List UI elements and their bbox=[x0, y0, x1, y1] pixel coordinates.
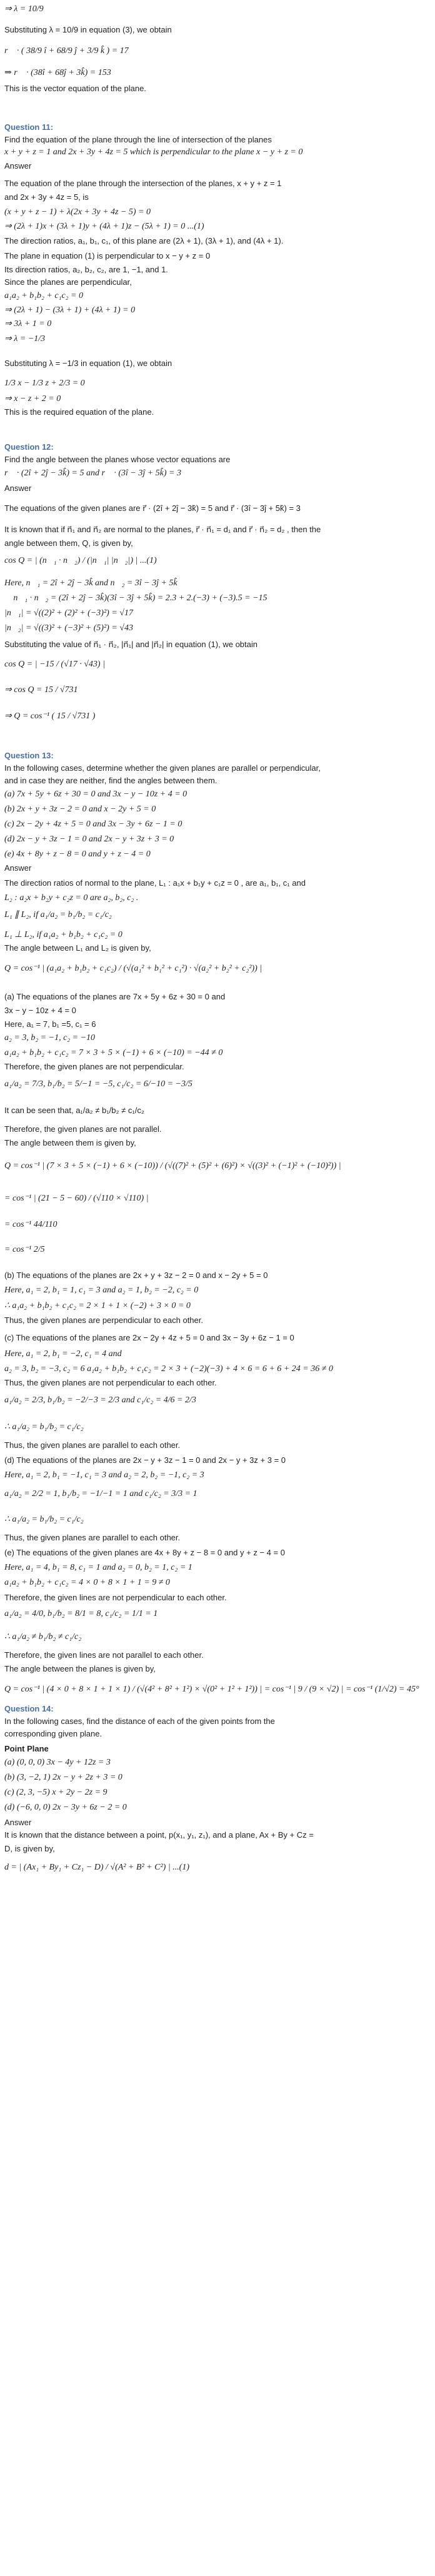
math-line: = cos⁻¹ 2/5 bbox=[4, 1245, 45, 1254]
math-line: (b) (3, −2, 1) 2x − y + 2z + 3 = 0 bbox=[4, 1773, 122, 1782]
text-line: angle between them, Q, is given by, bbox=[4, 538, 133, 548]
math-line: a₁a₂ + b₁b₂ + c₁c₂ = 0 bbox=[4, 291, 83, 300]
text-line: Substituting λ = −1/3 in equation (1), we obtain bbox=[4, 359, 172, 368]
text-line: It can be seen that, a₁/a₂ ≠ b₁/b₂ ≠ c₁/c₂ bbox=[4, 1106, 144, 1115]
text-line: Since the planes are perpendicular, bbox=[4, 277, 132, 287]
math-line: ⇒ λ = 10/9 bbox=[4, 4, 44, 14]
text-line: Answer bbox=[4, 161, 32, 171]
text-line: corresponding given plane. bbox=[4, 1729, 102, 1738]
math-line: (d) 2x − y + 3z − 1 = 0 and 2x − y + 3z + 3 = 0 bbox=[4, 835, 174, 844]
math-line: ⇒ x − z + 2 = 0 bbox=[4, 394, 61, 404]
math-line: a₁/a₂ = 7/3, b₁/b₂ = 5/−1 = −5, c₁/c₂ = 6/−10 = −3/5 bbox=[4, 1079, 192, 1089]
math-line: x + y + z = 1 and 2x + 3y + 4z = 5 which is perpendicular to the plane x − y + z = 0 bbox=[4, 147, 303, 157]
text-line: (b) The equations of the planes are 2x + y + 3z − 2 = 0 and x − 2y + 5 = 0 bbox=[4, 1271, 268, 1280]
text-line: In the following cases, determine whether the given planes are parallel or perpendicular, bbox=[4, 763, 321, 773]
math-line: Q = cos⁻¹ | (7 × 3 + 5 × (−1) + 6 × (−10)) / (√((7)² + (5)² + (6)²) × √((3)² + (−1)² + (−10)²)) | bbox=[4, 1161, 341, 1171]
text-line: Thus, the given planes are perpendicular to each other. bbox=[4, 1315, 203, 1325]
text-line: (e) The equations of the given planes are 4x + 8y + z − 8 = 0 and y + z − 4 = 0 bbox=[4, 1548, 285, 1557]
math-line: a₁a₂ + b₁b₂ + c₁c₂ = 7 × 3 + 5 × (−1) + 6 × (−10) = −44 ≠ 0 bbox=[4, 1048, 223, 1058]
math-line: r⃗ · ( 38/9 î + 68/9 ĵ + 3/9 k̂ ) = 17 bbox=[4, 46, 129, 56]
text-line: Its direction ratios, a₂, b₂, c₂, are 1, −1, and 1. bbox=[4, 265, 168, 274]
math-line: r⃗ · (2î + 2ĵ − 3k̂) = 5 and r⃗ · (3î − 3ĵ + 5k̂) = 3 bbox=[4, 468, 181, 478]
question-heading: Question 12: bbox=[4, 442, 54, 452]
math-line: 1/3 x − 1/3 z + 2/3 = 0 bbox=[4, 379, 85, 388]
math-line: ∴ a₁/a₂ = b₁/b₂ = c₁/c₂ bbox=[4, 1515, 84, 1524]
text-line: Answer bbox=[4, 483, 32, 493]
math-line: ∴ a₁a₂ + b₁b₂ + c₁c₂ = 2 × 1 + 1 × (−2) + 3 × 0 = 0 bbox=[4, 1301, 191, 1310]
text-line: Thus, the given planes are parallel to each other. bbox=[4, 1440, 181, 1450]
text-line: The angle between L₁ and L₂ is given by, bbox=[4, 943, 151, 953]
math-line: a₁a₂ + b₁b₂ + c₁c₂ = 4 × 0 + 8 × 1 + 1 = 9 ≠ 0 bbox=[4, 1578, 170, 1587]
text-line: This is the required equation of the plane. bbox=[4, 407, 154, 417]
text-line: Therefore, the given lines are not perpendicular to each other. bbox=[4, 1593, 227, 1602]
math-line: (c) (2, 3, −5) x + 2y − 2z = 9 bbox=[4, 1788, 108, 1797]
text-line: It is known that if n⃗₁ and n⃗₂ are normal to the planes, r⃗ · n⃗₁ = d₁ and r⃗ · n⃗₂ = d₂ , then the bbox=[4, 525, 321, 534]
text-line: The direction ratios of normal to the plane, L₁ : a₁x + b₁y + c₁z = 0 , are a₁, b₁, c₁ and bbox=[4, 878, 306, 888]
text-line: Find the angle between the planes whose vector equations are bbox=[4, 455, 231, 464]
math-line: Here, a₁ = 2, b₁ = −1, c₁ = 3 and a₂ = 2, b₂ = −1, c₂ = 3 bbox=[4, 1470, 204, 1480]
math-line: ⇒ λ = −1/3 bbox=[4, 334, 46, 344]
question-heading: Question 11: bbox=[4, 122, 54, 132]
text-line: Substituting λ = 10/9 in equation (3), we obtain bbox=[4, 25, 172, 34]
math-line: d = | (Ax₁ + By₁ + Cz₁ − D) / √(A² + B² + C²) | ...(1) bbox=[4, 1863, 189, 1872]
math-line: a₁/a₂ = 2/3, b₁/b₂ = −2/−3 = 2/3 and c₁/c₂ = 4/6 = 2/3 bbox=[4, 1395, 196, 1405]
text-line: Therefore, the given lines are not parallel to each other. bbox=[4, 1650, 204, 1660]
text-line: and in case they are neither, find the angles between them. bbox=[4, 776, 218, 785]
math-line: ⇒ Q = cos⁻¹ ( 15 / √731 ) bbox=[4, 711, 96, 721]
math-line: ∴ a₁/a₂ = b₁/b₂ = c₁/c₂ bbox=[4, 1422, 84, 1432]
math-line: Here, a₁ = 2, b₁ = 1, c₁ = 3 and a₂ = 1, b₂ = −2, c₂ = 0 bbox=[4, 1286, 199, 1295]
text-line: Thus, the given planes are not perpendicular to each other. bbox=[4, 1378, 217, 1387]
text-line: (c) The equations of the planes are 2x − 2y + 4z + 5 = 0 and 3x − 3y + 6z − 1 = 0 bbox=[4, 1333, 294, 1342]
math-line: (a) (0, 0, 0) 3x − 4y + 12z = 3 bbox=[4, 1758, 111, 1767]
math-line: ∴ n⃗₁ · n⃗₂ = (2î + 2ĵ − 3k̂)(3î − 3ĵ + 5k̂) = 2.3 + 2.(−3) + (−3).5 = −15 bbox=[4, 593, 268, 603]
math-line: cos Q = | −15 / (√17 · √43) | bbox=[4, 660, 105, 669]
math-line: L₁ ⊥ L₂, if a₁a₂ + b₁b₂ + c₁c₂ = 0 bbox=[4, 930, 122, 939]
math-line: ⇒ cos Q = 15 / √731 bbox=[4, 685, 78, 695]
math-line: |n⃗₁| = √((2)² + (2)² + (−3)²) = √17 bbox=[4, 608, 133, 618]
math-line: Q = cos⁻¹ | (a₁a₂ + b₁b₂ + c₁c₂) / (√(a₁² + b₁² + c₁²) · √(a₂² + b₂² + c₂²)) | bbox=[4, 964, 262, 973]
math-line: ∴ a₁/a₂ ≠ b₁/b₂ ≠ c₁/c₂ bbox=[4, 1632, 82, 1642]
math-line: L₂ : a₂x + b₂y + c₂z = 0 are a₂, b₂, c₂ . bbox=[4, 893, 139, 903]
text-line: Find the equation of the plane through the line of intersection of the planes bbox=[4, 135, 272, 144]
math-line: (e) 4x + 8y + z − 8 = 0 and y + z − 4 = 0 bbox=[4, 850, 151, 859]
math-line: a₁/a₂ = 2/2 = 1, b₁/b₂ = −1/−1 = 1 and c₁/c₂ = 3/3 = 1 bbox=[4, 1489, 198, 1499]
text-line: (a) The equations of the planes are 7x + 5y + 6z + 30 = 0 and bbox=[4, 992, 226, 1001]
text-line: Therefore, the given planes are not parallel. bbox=[4, 1124, 162, 1134]
text-line: The angle between them is given by, bbox=[4, 1138, 136, 1147]
math-line: a₁/a₂ = 4/0, b₁/b₂ = 8/1 = 8, c₁/c₂ = 1/1 = 1 bbox=[4, 1609, 158, 1618]
text-line: Point Plane bbox=[4, 1744, 49, 1753]
text-line: D, is given by, bbox=[4, 1844, 55, 1853]
math-line: ⇒ (2λ + 1) − (3λ + 1) + (4λ + 1) = 0 bbox=[4, 305, 136, 315]
text-line: Answer bbox=[4, 863, 32, 873]
math-line: (b) 2x + y + 3z − 2 = 0 and x − 2y + 5 = 0 bbox=[4, 805, 156, 814]
text-line: The angle between the planes is given by, bbox=[4, 1664, 156, 1673]
math-line: a₂ = 3, b₂ = −1, c₂ = −10 bbox=[4, 1033, 96, 1043]
text-line: In the following cases, find the distance of each of the given points from the bbox=[4, 1717, 275, 1726]
text-line: It is known that the distance between a point, p(x₁, y₁, z₁), and a plane, Ax + By + Cz = bbox=[4, 1830, 314, 1840]
math-line: ⇒ (2λ + 1)x + (3λ + 1)y + (4λ + 1)z − (5λ + 1) = 0 ...(1) bbox=[4, 222, 204, 231]
text-line: The direction ratios, a₁, b₁, c₁, of this plane are (2λ + 1), (3λ + 1), and (4λ + 1). bbox=[4, 236, 284, 245]
math-line: ⇒ 3λ + 1 = 0 bbox=[4, 319, 52, 329]
text-line: The plane in equation (1) is perpendicular to x − y + z = 0 bbox=[4, 251, 211, 260]
math-line: (x + y + z − 1) + λ(2x + 3y + 4z − 5) = 0 bbox=[4, 207, 151, 217]
text-line: Thus, the given planes are parallel to each other. bbox=[4, 1533, 181, 1542]
text-line: 3x − y − 10z + 4 = 0 bbox=[4, 1006, 76, 1015]
text-line: Here, a₁ = 7, b₁ =5, c₁ = 6 bbox=[4, 1019, 96, 1029]
text-line: and 2x + 3y + 4z = 5, is bbox=[4, 192, 89, 202]
text-line: Therefore, the given planes are not perpendicular. bbox=[4, 1062, 184, 1071]
text-line: (d) The equations of the planes are 2x − y + 3z − 1 = 0 and 2x − y + 3z + 3 = 0 bbox=[4, 1455, 286, 1465]
math-line: |n⃗₂| = √((3)² + (−3)² + (5)²) = √43 bbox=[4, 623, 133, 633]
text-line: This is the vector equation of the plane. bbox=[4, 84, 146, 93]
text-line: Answer bbox=[4, 1818, 32, 1827]
text-line: The equations of the given planes are r⃗ · (2î + 2ĵ − 3k̂) = 5 and r⃗ · (3î − 3ĵ + 5k̂) = 3 bbox=[4, 503, 301, 513]
math-line: Here, a₁ = 4, b₁ = 8, c₁ = 1 and a₂ = 0, b₂ = 1, c₂ = 1 bbox=[4, 1563, 192, 1572]
math-line: Here, a₁ = 2, b₁ = −2, c₁ = 4 and bbox=[4, 1349, 122, 1359]
math-line: (a) 7x + 5y + 6z + 30 = 0 and 3x − y − 10z + 4 = 0 bbox=[4, 790, 188, 799]
math-line: a₂ = 3, b₂ = −3, c₂ = 6 a₁a₂ + b₁b₂ + c₁c₂ = 2 × 3 + (−2)(−3) + 4 × 6 = 6 + 6 + 24 = 36 ≠ 0 bbox=[4, 1364, 333, 1374]
text-line: The equation of the plane through the intersection of the planes, x + y + z = 1 bbox=[4, 179, 282, 188]
math-line: (c) 2x − 2y + 4z + 5 = 0 and 3x − 3y + 6z − 1 = 0 bbox=[4, 820, 182, 829]
math-line: Here, n⃗₁ = 2î + 2ĵ − 3k̂ and n⃗₂ = 3î − 3ĵ + 5k̂ bbox=[4, 578, 178, 588]
question-heading: Question 13: bbox=[4, 751, 54, 760]
math-line: cos Q = | (n⃗₁ · n⃗₂) / (|n⃗₁| |n⃗₂|) | ...(1) bbox=[4, 556, 157, 565]
math-line: Q = cos⁻¹ | (4 × 0 + 8 × 1 + 1 × 1) / (√(4² + 8² + 1²) × √(0² + 1² + 1²)) | = cos⁻¹ | 9 / (9 × √2) | = cos⁻¹ (1/√2) = 45° bbox=[4, 1685, 419, 1694]
math-line: L₁ ∥ L₂, if a₁/a₂ = b₁/b₂ = c₁/c₂ bbox=[4, 910, 112, 919]
math-line: (d) (−6, 0, 0) 2x − 3y + 6z − 2 = 0 bbox=[4, 1803, 127, 1812]
question-heading: Question 14: bbox=[4, 1704, 54, 1713]
math-line: = cos⁻¹ 44/110 bbox=[4, 1220, 58, 1229]
math-line: ⇒ r⃗ · (38î + 68ĵ + 3k̂) = 153 bbox=[4, 68, 111, 77]
math-line: = cos⁻¹ | (21 − 5 − 60) / (√110 × √110) | bbox=[4, 1194, 149, 1203]
text-line: Substituting the value of n⃗₁ · n⃗₂, |n⃗₁| and |n⃗₂| in equation (1), we obtain bbox=[4, 640, 258, 649]
